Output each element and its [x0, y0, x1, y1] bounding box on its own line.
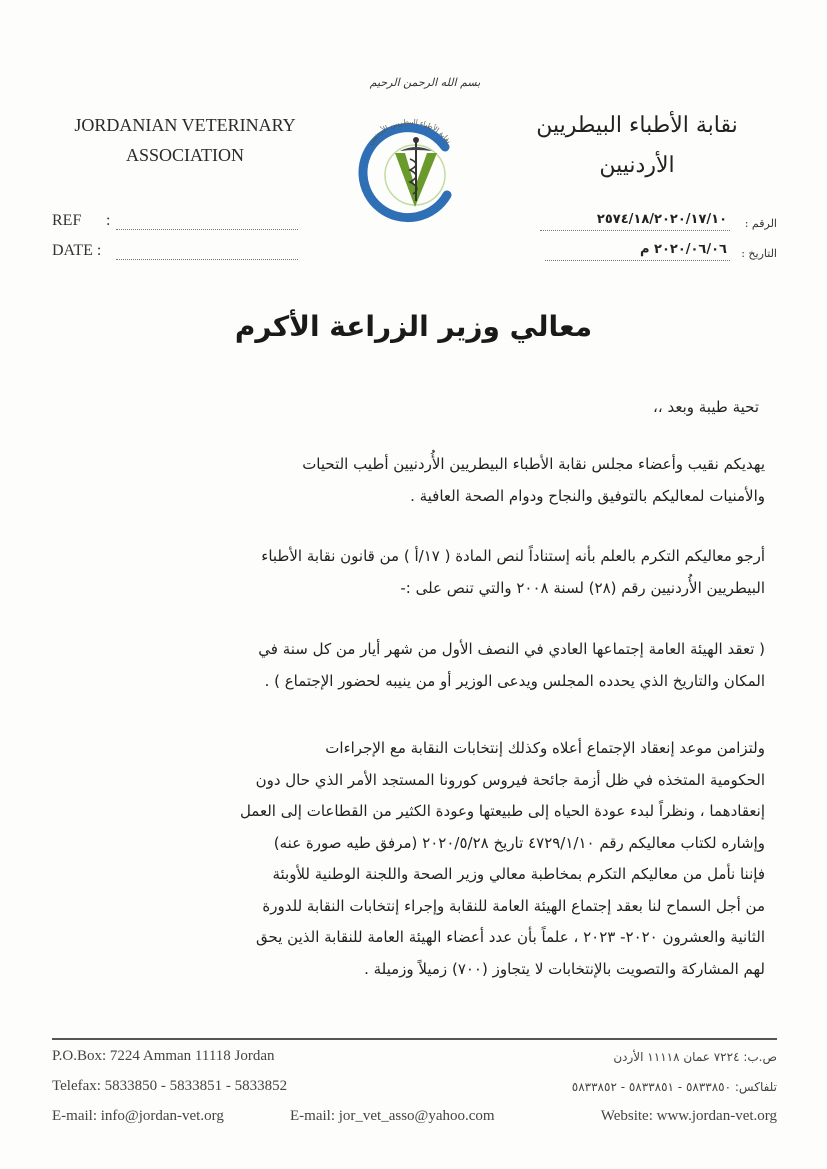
footer-website[interactable]: Website: www.jordan-vet.org — [600, 1108, 777, 1124]
ref-ar-dotted-line — [540, 229, 730, 231]
ref-label: REF — [52, 212, 82, 229]
greeting: تحية طيبة وبعد ،، — [653, 398, 759, 416]
paragraph-1 — [100, 448, 765, 512]
footer-email-yahoo[interactable]: E-mail: jor_vet_asso@yahoo.com — [290, 1108, 495, 1124]
arabic-name-line2: الأردنيين — [599, 153, 675, 178]
association-logo-icon — [355, 115, 465, 225]
paragraph-4 — [100, 733, 765, 985]
para2-line2: البيطريين الأُردنيين رقم (٢٨) لسنة ٢٠٠٨ والتي تنص على :- — [400, 579, 765, 597]
ref-colon: : — [106, 212, 111, 229]
footer-telefax-en: Telefax: 5833850 - 5833851 - 5833852 — [52, 1078, 288, 1094]
para4-line4: وإشاره لكتاب معاليكم رقم ٤٧٢٩/١/١٠ تاريخ ٢٠٢٠/٥/٢٨ (مرفق طيه صورة عنه) — [273, 833, 765, 852]
para4-line7: الثانية والعشرون ٢٠٢٠- ٢٠٢٣ ، علماً بأن عدد أعضاء الهيئة العامة للنقابة الذين يحق — [256, 928, 765, 946]
date-label-ar: التاريخ : — [741, 247, 777, 260]
date-dotted-line — [116, 258, 298, 260]
paragraph-3-quote — [100, 633, 765, 697]
para1-line2: والأمنيات لمعاليكم بالتوفيق والنجاح ودوام الصحة العافية . — [410, 487, 765, 505]
ref-value-ar: ٢٥٧٤/١٨/٢٠٢٠/١٧/١٠ — [596, 212, 727, 227]
date-label: DATE : — [52, 242, 102, 259]
footer-telefax-ar: تلفاكس: ٥٨٣٣٨٥٠ - ٥٨٣٣٨٥١ - ٥٨٣٣٨٥٢ — [571, 1080, 777, 1094]
para4-line2: الحكومية المتخذه في ظل أزمة جائحة فيروس كورونا المستجد الأمر الذي حال دون — [255, 770, 765, 789]
para4-line8: لهم المشاركة والتصويت بالإنتخابات لا يتجاوز (٧٠٠) زميلاً وزميلة . — [364, 959, 765, 978]
english-association-name — [30, 110, 340, 170]
english-name-line1: JORDANIAN VETERINARY — [74, 115, 296, 135]
logo-ring-text: نقابة الأطباء البيطريين الأردنيين — [366, 117, 453, 147]
para4-line3: إنعقادهما ، ونظراً لبدء عودة الحياه إلى طبيعتها وعودة الكثير من القطاعات إلى العمل — [239, 802, 765, 820]
footer-divider — [52, 1038, 777, 1040]
para4-line1: ولتزامن موعد إنعقاد الإجتماع أعلاه وكذلك إنتخابات النقابة مع الإجراءات — [325, 739, 765, 757]
footer-email-info[interactable]: E-mail: info@jordan-vet.org — [52, 1108, 224, 1124]
arabic-name-line1: نقابة الأطباء البيطريين — [536, 113, 738, 138]
paragraph-2 — [100, 540, 765, 604]
footer-pobox-en: P.O.Box: 7224 Amman 11118 Jordan — [52, 1048, 275, 1064]
para4-line6: من أجل السماح لنا بعقد إجتماع الهيئة العامة للنقابة وإجراء إنتخابات النقابة للدورة — [262, 896, 765, 915]
basmala-calligraphy: بسم الله الرحمن الرحيم — [369, 76, 481, 89]
recipient-title: معالي وزير الزراعة الأكرم — [234, 310, 593, 343]
ref-label-ar: الرقم : — [744, 217, 777, 230]
ref-dotted-line — [116, 228, 298, 230]
date-ar-dotted-line — [545, 259, 730, 261]
arabic-association-name — [507, 106, 767, 186]
para3-line2: المكان والتاريخ الذي يحدده المجلس ويدعى الوزير أو من ينيبه لحضور الإجتماع ) . — [264, 672, 765, 690]
para3-line1: ( تعقد الهيئة العامة إجتماعها العادي في النصف الأول من شهر أيار من كل سنة في — [258, 640, 765, 658]
footer-pobox-ar: ص.ب: ٧٢٢٤ عمان ١١١١٨ الأردن — [613, 1050, 777, 1064]
para1-line1: يهديكم نقيب وأعضاء مجلس نقابة الأطباء البيطريين الأُردنيين أطيب التحيات — [302, 455, 765, 473]
para4-line5: فإننا نأمل من معاليكم التكرم بمخاطبة معالي وزير الصحة واللجنة الوطنية للأوبئة — [272, 865, 765, 883]
english-name-line2: ASSOCIATION — [125, 145, 244, 165]
date-value-ar: ٢٠٢٠/٠٦/٠٦ م — [639, 242, 727, 257]
para2-line1: أرجو معاليكم التكرم بالعلم بأنه إستناداً لنص المادة ( ١٧/أ ) من قانون نقابة الأطباء — [261, 547, 765, 565]
